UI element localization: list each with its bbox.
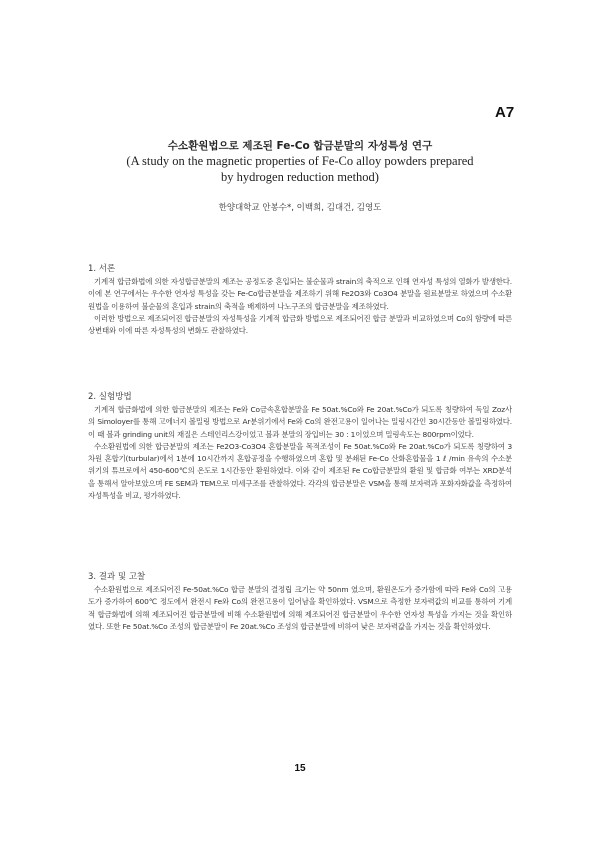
paragraph: 기계적 합금화법에 의한 자성합금분말의 제조는 공정도중 혼입되는 불순물과 strain의 축적으로 인해 연자성 특성의 열화가 발생한다. 이에 본 연구에서는 우수한 연자성 특성을 갖는 Fe-Co합금분말을 제조하기 위해 Fe2O3와 Co3O4 분말을 원료분말로 하였으며 수소환원법을 이용하여 불순물의 혼입과 strain의 축적을 배제하여 나노구조의 합금분말을 제조하였다. (88, 277, 512, 311)
author-line: 한양대학교 안봉수*, 이백희, 김대건, 김영도 (218, 203, 382, 213)
paragraph: 수소환원법으로 제조되어진 Fe-50at.%Co 합금 분말의 결정립 크기는 약 50nm 였으며, 환원온도가 증가함에 따라 Fe와 Co의 고용도가 증가하여 600℃ 정도에서 완전시 Fe와 Co의 완전고용이 일어남을 확인하였다. VSM으로 측정한 보자력값의 비교를 통하여 기계적 합금화법에 의해 제조되어진 합금분말에 비해 수소환원법에 의해 제조되어진 합금분말이 우수한 연자성 특성을 가지는 것을 확인하였다. 또한 Fe 50at.%Co 조성의 합금분말이 Fe 20at.%Co 조성의 합금분말에 비하여 낮은 보자력값을 가지는 것을 확인하였다. (88, 585, 512, 631)
paragraph: 이러한 방법으로 제조되어진 합금분말의 자성특성을 기계적 합금화 방법으로 제조되어진 합금 분말과 비교하였으며 Co의 함량에 따른 상변태와 이에 따른 자성특성의 변화도 관찰하였다. (88, 313, 512, 336)
abstract-code: A7 (495, 104, 515, 121)
section-title: 2. 실험방법 (88, 392, 132, 402)
section-title: 1. 서론 (88, 264, 116, 274)
english-title-line-1: (A study on the magnetic properties of Fe-Co alloy powders prepared (126, 154, 474, 168)
korean-title: 수소환원법으로 제조된 Fe-Co 합금분말의 자성특성 연구 (167, 140, 433, 152)
section-results (88, 570, 512, 633)
paragraph: 수소환원법에 의한 합금분말의 제조는 Fe2O3-Co3O4 혼합분말을 목적조성이 Fe 50at.%Co와 Fe 20at.%Co가 되도록 칭량하여 3차원 혼합기(turbular)에서 1분에 10시간까지 혼합공정을 수행하였으며 혼합 및 분쇄된 Fe-Co 산화혼합물을 1 ℓ /min 유속의 수소분위기의 튜브로에서 450-600℃의 온도로 1시간동안 환원하였다. 이와 같이 제조된 Fe Co합금분말의 환원 및 합금화 여부는 XRD분석을 통해서 알아보았으며 FE SEM과 TEM으로 미세구조를 관찰하였다. 각각의 합금분말은 VSM을 통해 보자력과 포화자화값을 측정하여 자성특성을 비교, 평가하였다. (88, 441, 512, 501)
section-methods (88, 390, 512, 502)
page-number: 15 (294, 763, 306, 774)
english-title (80, 153, 520, 185)
english-title-line-2: by hydrogen reduction method) (221, 170, 379, 184)
section-introduction (88, 262, 512, 337)
paragraph: 기계적 합금화법에 의한 합금분말의 제조는 Fe와 Co금속혼합분말을 Fe 50at.%Co와 Fe 20at.%Co가 되도록 칭량하여 독일 Zoz사의 Simoloyer를 통해 고에너지 볼밀링 방법으로 Ar분위기에서 Fe와 Co의 완전고용이 일어나는 밀링시간인 30시간동안 볼밀링하였다. 이 때 볼과 grinding unit의 재질은 스테인리스강이었고 볼과 분말의 장입비는 30 : 1이었으며 밀링속도는 800rpm이었다. (88, 405, 512, 439)
section-title: 3. 결과 및 고찰 (88, 572, 146, 582)
